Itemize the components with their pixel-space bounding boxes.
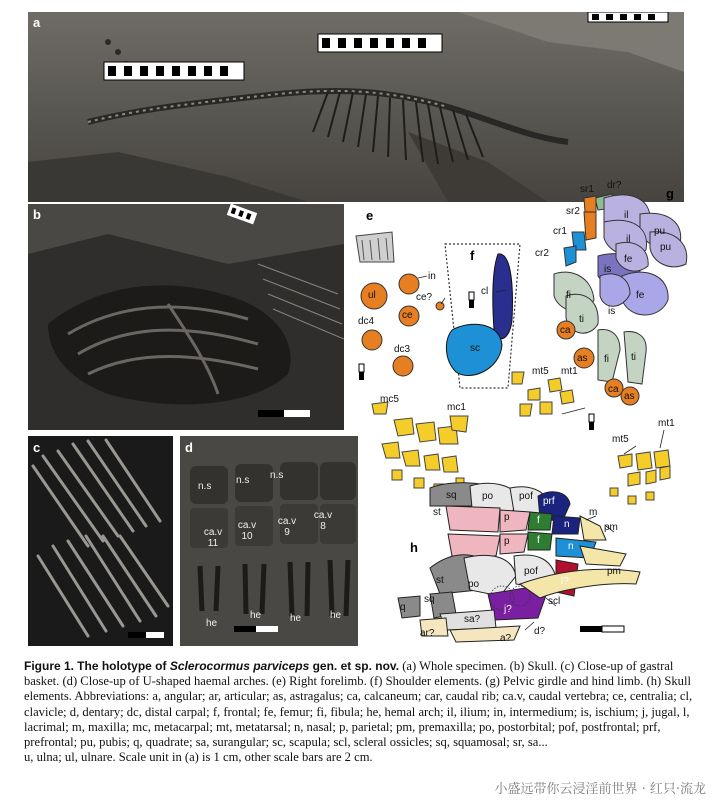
label-ns-3: n.s bbox=[270, 470, 284, 481]
label-f-1: f bbox=[537, 515, 540, 526]
label-p-1: p bbox=[504, 512, 510, 523]
label-st-1: st bbox=[433, 507, 441, 518]
label-d: d? bbox=[534, 626, 546, 637]
label-fi-2: fi bbox=[604, 354, 609, 365]
label-il-2: il bbox=[626, 234, 631, 245]
label-is-2: is bbox=[608, 306, 616, 317]
label-l: l? bbox=[561, 576, 569, 587]
label-he-4: he bbox=[330, 610, 342, 621]
label-prf: prf bbox=[543, 496, 555, 507]
label-a: a? bbox=[500, 633, 512, 644]
label-n-1: n bbox=[564, 519, 570, 530]
label-mt1-2: mt1 bbox=[658, 418, 675, 429]
label-fe-1: fe bbox=[624, 254, 633, 265]
panel-label-e: e bbox=[366, 208, 374, 223]
label-pu-1: pu bbox=[654, 226, 666, 237]
label-fi-1: fi bbox=[566, 290, 571, 301]
label-ca-1: ca bbox=[560, 325, 571, 336]
label-mt1-1: mt1 bbox=[561, 366, 578, 377]
label-mt5-2: mt5 bbox=[612, 434, 629, 445]
caption-taxon: Sclerocormus parviceps bbox=[169, 659, 310, 673]
label-dc4: dc4 bbox=[358, 316, 375, 327]
label-he-3: he bbox=[290, 613, 302, 624]
panel-label-g: g bbox=[666, 186, 674, 201]
label-scl: scl bbox=[548, 596, 561, 607]
label-cav-1: ca.v 11 bbox=[203, 527, 223, 549]
label-pm-1: pm bbox=[604, 522, 618, 533]
label-sq-1: sq bbox=[446, 490, 457, 501]
caption-title-pre: The holotype of bbox=[77, 659, 170, 673]
label-pu-2: pu bbox=[660, 242, 672, 253]
label-ce-q: ce? bbox=[416, 292, 433, 303]
label-in: in bbox=[428, 271, 436, 282]
label-ar: ar? bbox=[420, 628, 435, 639]
caption-body-2: u, ulna; ul, ulnare. Scale unit in (a) is 1 cm, other scale bars are 2 cm. bbox=[24, 750, 373, 765]
label-po-1: po bbox=[482, 491, 494, 502]
label-as-1: as bbox=[577, 353, 588, 364]
label-cav-3: ca.v 9 bbox=[277, 516, 297, 538]
watermark: 小盛远带你云浸淫前世界 · 红只·流龙 bbox=[494, 782, 706, 797]
label-cav-2: ca.v 10 bbox=[237, 520, 257, 542]
label-sc: sc bbox=[470, 343, 480, 354]
label-ns-2: n.s bbox=[236, 475, 250, 486]
panel-label-f: f bbox=[470, 248, 475, 263]
label-st-2: st bbox=[436, 575, 444, 586]
label-m: m bbox=[589, 507, 598, 518]
label-fe-2: fe bbox=[636, 290, 645, 301]
label-pm-2: pm bbox=[607, 566, 621, 577]
caption-figure-label: Figure 1. bbox=[24, 659, 75, 673]
label-pof-1: pof bbox=[519, 491, 533, 502]
label-sr2: sr2 bbox=[566, 206, 580, 217]
label-is-1: is bbox=[604, 264, 612, 275]
label-dr: dr? bbox=[607, 180, 622, 191]
label-as-2: as bbox=[624, 391, 635, 402]
label-cl: cl bbox=[481, 286, 489, 297]
label-q: q bbox=[400, 602, 406, 613]
label-ul: ul bbox=[368, 290, 376, 301]
panel-label-a: a bbox=[33, 15, 41, 30]
label-cav-4: ca.v 8 bbox=[313, 510, 333, 532]
figure-caption bbox=[24, 659, 704, 765]
label-mc1: mc1 bbox=[447, 402, 466, 413]
label-il-1: il bbox=[624, 210, 629, 221]
label-cr1: cr1 bbox=[553, 226, 567, 237]
label-cr2: cr2 bbox=[535, 248, 549, 259]
label-ns-1: n.s bbox=[198, 481, 212, 492]
label-ce: ce bbox=[402, 310, 413, 321]
label-n-2: n bbox=[568, 541, 574, 552]
label-sq-2: sq bbox=[424, 594, 435, 605]
label-ti-2: ti bbox=[631, 352, 636, 363]
panel-label-c: c bbox=[33, 440, 41, 455]
caption-body: (a) Whole specimen. (b) Skull. (c) Close-up of gastral basket. (d) Close-up of U-shaped haemal arches. (e) Right forelimb. (f) Shoulder elements. (g) Pelvic girdle and hind limb. (h) Skull elements. Abbreviations: a, angular; ar, articular; as, astragalus; ca, calcaneum; car, caudal rib; ca.v, caudal vertebra; ce, centralia; cl, clavicle; d, dentary; dc, distal carpal; f, frontal; fe, femur; fi, fibula; he, hemal arch; il, ilium; in, intermedium; is, ischium; j, jugal, l, lacrimal; m, maxilla; mc, metacarpal; mt, metatarsal; n, nasal; p, parietal; pm, premaxilla; po, postorbital; pof, postfrontal; prf, prefrontal; pu, pubis; q, quadrate; sa, surangular; sc, scapula; scl, scleral ossicles; sq, squamosal; sr, sa... bbox=[24, 659, 693, 750]
label-ti-1: ti bbox=[579, 314, 584, 325]
label-mt5-1: mt5 bbox=[532, 366, 549, 377]
panel-label-h: h bbox=[410, 540, 418, 555]
label-he-1: he bbox=[206, 618, 218, 629]
label-mc5: mc5 bbox=[380, 394, 399, 405]
label-sa: sa? bbox=[464, 614, 481, 625]
panel-label-b: b bbox=[33, 207, 41, 222]
label-j: j? bbox=[504, 604, 512, 615]
label-ca-2: ca bbox=[608, 384, 619, 395]
panel-label-d: d bbox=[185, 440, 193, 455]
label-he-2: he bbox=[250, 610, 262, 621]
caption-title-post: gen. et sp. nov. bbox=[309, 659, 400, 673]
label-f-2: f bbox=[537, 535, 540, 546]
label-dc3: dc3 bbox=[394, 344, 411, 355]
label-po-2: po bbox=[468, 579, 480, 590]
label-sr1: sr1 bbox=[580, 184, 594, 195]
label-pof-2: pof bbox=[524, 566, 538, 577]
label-p-2: p bbox=[504, 536, 510, 547]
